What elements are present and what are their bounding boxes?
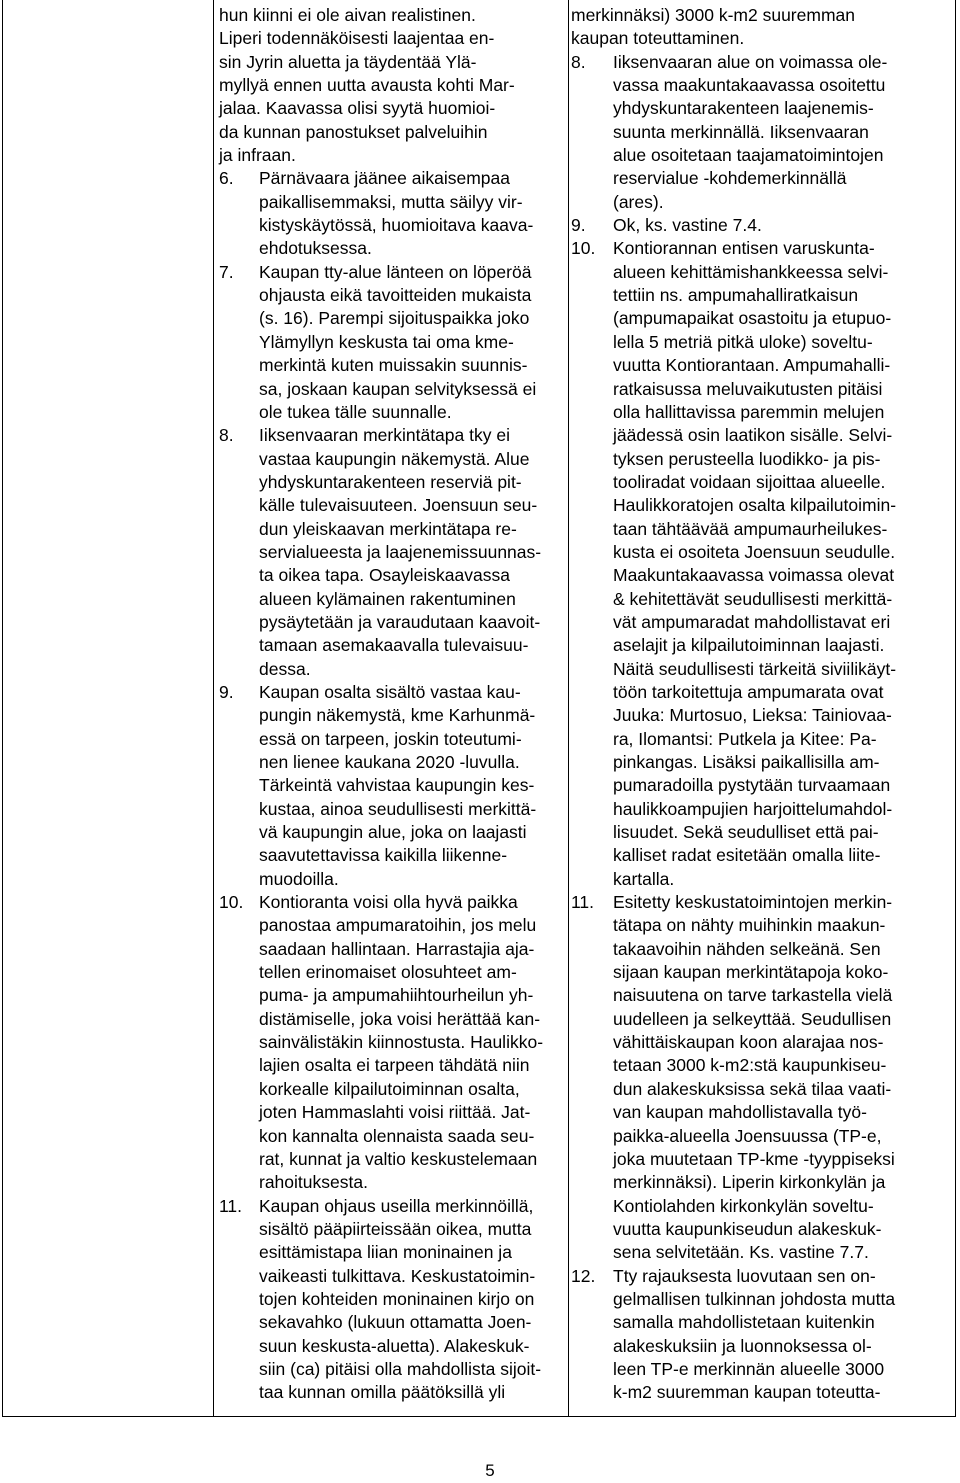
- list-item: [571, 891, 951, 1265]
- list-item-number: 7.: [219, 261, 234, 282]
- middle-column: [219, 4, 559, 1405]
- list-item-number: 12.: [571, 1265, 596, 1286]
- list-item-number: 11.: [219, 1195, 243, 1216]
- list-item-number: 6.: [219, 168, 234, 189]
- list-item: [219, 424, 559, 681]
- list-item: [219, 1195, 559, 1405]
- list-item: [571, 1265, 951, 1405]
- list-item-text: Pärnävaara jäänee aikaisempaa paikallisemmaksi, mutta säilyy vir- kistyskäytössä, huomioitava kaava- ehdotuksessa.: [259, 168, 534, 259]
- list-item-text: Iiksenvaaran merkintätapa tky ei vastaa kaupungin näkemystä. Alue yhdyskuntarakenteen reserviä pit- källe tulevaisuuteen. Joensuun seu- dun yleiskaavan merkintätapa re- servialueesta ja laajenemissuunnas- ta oikea tapa. Osayleiskaavassa alueen kylämainen rakentuminen pysäytetään ja varaudutaan kaavoit- tamaan asemakaavalla tulevaisuu- dessa.: [259, 425, 542, 679]
- list-item: [219, 261, 559, 424]
- list-item-number: 11.: [571, 892, 595, 913]
- list-item-number: 10.: [219, 892, 244, 913]
- list-item: [219, 681, 559, 891]
- list-item-text: Kontioranta voisi olla hyvä paikka panostaa ampumaratoihin, jos melu saadaan hallintaan. Harrastajia aja- tellen erinomaiset olosuhteet am- puma- ja ampumahiihtourheilun yh- distämiselle, joka voisi herättää kan- sainvälistäkin kiinnostusta. Haulikko- lajien osalta ei tarpeen tähdätä niin korkealle kilpailutoiminnan osalta, joten Hammaslahti voisi riittää. Jat- kon kannalta olennaista saada seu- rat, kunnat ja valtio keskustelemaan rahoituksesta.: [259, 892, 544, 1193]
- list-item-text: Ok, ks. vastine 7.4.: [613, 215, 762, 236]
- column-divider-left: [213, 0, 214, 1417]
- list-item-number: 8.: [219, 425, 234, 446]
- list-item: [219, 167, 559, 260]
- list-item-text: Iiksenvaaran alue on voimassa ole- vassa maakuntakaavassa osoitettu yhdyskuntarakenteen laajenemis- suunta merkinnällä. Iiksenvaaran alue osoitetaan taajamatoimintojen reservialue -kohdemerkinnällä (ares).: [613, 51, 888, 212]
- list-item-number: 10.: [571, 238, 596, 259]
- list-item-text: Kaupan ohjaus useilla merkinnöillä, sisältö pääpiirteissään oikea, mutta esittämistapa liian moninainen ja vaikeasti tulkittava. Keskustatoimin- tojen kohteiden moninainen kirjo on sekavahko (lukuun ottamatta Joen- suun keskusta-aluetta). Alakeskuk- siin (ca) pitäisi olla mahdollista sijoit- taa kunnan omilla päätöksillä yli: [259, 1195, 542, 1403]
- list-item-number: 8.: [571, 51, 586, 72]
- list-item-text: Tty rajauksesta luovutaan sen on- gelmallisen tulkinnan johdosta mutta samalla mahdollistetaan kuitenkin alakeskuksiin ja luonnoksessa ol- leen TP-e merkinnän alueelle 3000 k-m2 suuremman kaupan toteutta-: [613, 1265, 896, 1403]
- list-item: [571, 214, 951, 237]
- list-item: [571, 51, 951, 214]
- column-divider-right: [568, 0, 569, 1417]
- list-item-number: 9.: [219, 681, 234, 702]
- list-item: [571, 237, 951, 891]
- right-column-intro: merkinnäksi) 3000 k-m2 suuremman kaupan toteuttaminen.: [571, 5, 855, 49]
- page-number: 5: [485, 1461, 495, 1480]
- list-item-text: Kaupan tty-alue länteen on löperöä ohjausta eikä tavoitteiden mukaista (s. 16). Parempi sijoituspaikka joko Ylämyllyn keskusta tai oma kme- merkintä kuten muissakin suunnis- sa, joskaan kaupan selvityksessä ei ole tukea tälle suunnalle.: [259, 261, 537, 422]
- list-item-text: Esitetty keskustatoimintojen merkin- tätapa on nähty muihinkin maakun- takaavoihin nähden selkeänä. Sen sijaan kaupan merkintätapoja koko- naisuutena on tarve tarkastella vielä uudelleen ja selkeyttää. Seudullisen vähittäiskaupan koon alarajaa nos- tetaan 3000 k-m2:stä kaupunkiseu- dun alakeskuksissa sekä tilaa vaati- van kaupan mahdollistavalla työ- paikka-alueella Joensuussa (TP-e, joka muutetaan TP-kme -tyyppiseksi merkinnäksi). Liperin kirkonkylän ja Kontiolahden kirkonkylän soveltu- vuutta kaupunkiseudun alakeskuk- sena selvitetään. Ks. vastine 7.7.: [613, 892, 895, 1263]
- list-item-number: 9.: [571, 215, 586, 236]
- middle-column-intro: hun kiinni ei ole aivan realistinen. Liperi todennäköisesti laajentaa en- sin Jyrin aluetta ja täydentää Ylä- myllyä ennen uutta avausta kohti Mar- jalaa. Kaavassa olisi syytä huomioi- da kunnan panostukset palveluihin ja infraan.: [219, 5, 515, 166]
- list-item: [219, 891, 559, 1194]
- list-item-text: Kaupan osalta sisältö vastaa kau- pungin näkemystä, kme Karhunmä- essä on tarpeen, joskin toteutumi- nen lienee kaukana 2020 -luvulla. Tärkeintä vahvistaa kaupungin kes- kustaa, ainoa seudullisesti merkittä- vä kaupungin alue, joka on laajasti saavutettavissa kaikilla liikenne- muodoilla.: [259, 681, 537, 889]
- right-column: [571, 4, 951, 1405]
- list-item-text: Kontiorannan entisen varuskunta- alueen kehittämishankkeessa selvi- tettiin ns. ampumahalliratkaisun (ampumapaikat osastoitu ja etupuo- lella 5 metriä pitkä uloke) soveltu- vuutta Kontiorantaan. Ampumahalli- ratkaisussa meluvaikutusten pitäisi olla hallittavissa paremmin melujen jäädessä osin laatikon sisälle. Selvi- tyksen perusteella luodikko- ja pis- tooliradat voidaan sijoittaa alueelle. Haulikkoratojen osalta kilpailutoimin- taan tähtäävää ampumaurheilukes- kusta ei osoiteta Joensuun seudulle. Maakuntakaavassa voimassa olevat & kehitettävät seudullisesti merkittä- vät ampumaradat mahdollistavat eri aselajit ja kilpailutoiminnan laajasti. Näitä seudullisesti tärkeitä siviilikäyt- töön tarkoitettuja ampumarata ovat Juuka: Murtosuo, Lieksa: Tainiovaa- ra, Ilomantsi: Putkela ja Kitee: Pa- pinkangas. Lisäksi paikallisilla am- pumaradoilla pystytään turvaamaan haulikkoampujien harjoittelumahdol- lisuudet. Sekä seudulliset että pai- kalliset radat esitetään omalla liite- kartalla.: [613, 238, 897, 889]
